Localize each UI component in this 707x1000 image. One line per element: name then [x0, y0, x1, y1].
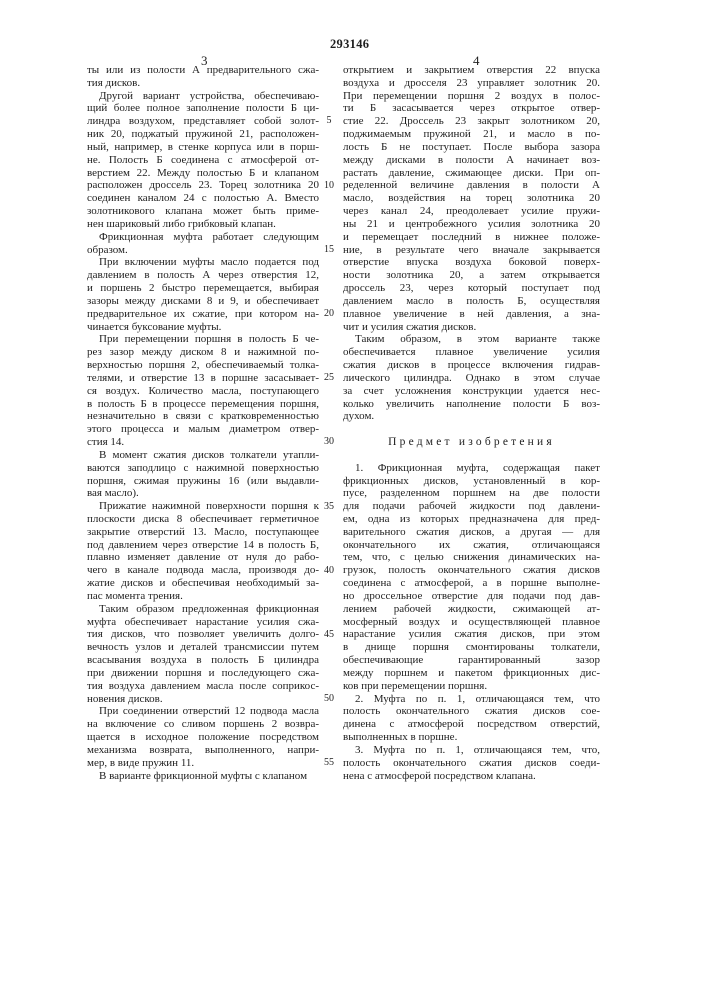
blank-line: [343, 423, 600, 436]
text-line: тия дисков.: [87, 77, 319, 90]
text-line: колько увеличить наполнение полости Б воз-: [343, 398, 600, 411]
line-number: 50: [318, 693, 340, 706]
text-line: Фрикционная муфта работает следующим: [87, 231, 319, 244]
line-number: 20: [318, 308, 340, 321]
claim-line: обеспечивающие гарантированный зазор: [343, 654, 600, 667]
text-line: ник 20, поджатый пружиной 21, расположен-: [87, 128, 319, 141]
text-line: линдра воздухом, представляет собой золот-: [87, 115, 319, 128]
text-line: лость Б не поступает. После выбора зазора: [343, 141, 600, 154]
text-line: муфта обеспечивает нарастание усилия сжа-: [87, 616, 319, 629]
claim-line: динена с атмосферой посредством отверстий,: [343, 718, 600, 731]
claim-line: выполненных в поршне.: [343, 731, 600, 744]
claim-line: полость окончательного сжатия дисков сое-: [343, 705, 600, 718]
text-line: через канал 24, преодолевает усилие пружи-: [343, 205, 600, 218]
text-line: на включение со сливом поршень 2 возвра-: [87, 718, 319, 731]
claim-line: но дроссельное отверстие для подачи под дав-: [343, 590, 600, 603]
text-line: вая масло).: [87, 487, 319, 500]
page-number-right: 4: [473, 53, 480, 69]
claim-line: ков при перемещении поршня.: [343, 680, 600, 693]
claim-line: 2. Муфта по п. 1, отличающаяся тем, что: [343, 693, 600, 706]
text-line: и поршень 2 быстро перемещается, выбирая: [87, 282, 319, 295]
claim-line: соединена с атмосферой, а в поршне выполне-: [343, 577, 600, 590]
text-line: ный, например, в стенке корпуса или в порш-: [87, 141, 319, 154]
text-line: золотникового клапана может быть приме-: [87, 205, 319, 218]
text-line: поршня, сжимая пружины 16 (или выдавли-: [87, 475, 319, 488]
text-line: ние, в результате чего вначале закрывается: [343, 244, 600, 257]
text-line: чего в канале подвода масла, производя до-: [87, 564, 319, 577]
text-line: масло, воздействия на торец золотника 20: [343, 192, 600, 205]
claim-line: грузок, полость окончательного сжатия дисков: [343, 564, 600, 577]
line-number: 25: [318, 372, 340, 385]
text-line: При перемещении поршня в полость Б че-: [87, 333, 319, 346]
text-line: под давлением через отверстие 14 в полость Б,: [87, 539, 319, 552]
text-line: чит и усилия сжатия дисков.: [343, 321, 600, 334]
text-line: предварительное их сжатие, при котором на-: [87, 308, 319, 321]
claim-line: в днище поршня смонтированы толкатели,: [343, 641, 600, 654]
patent-number: 293146: [330, 37, 369, 52]
text-line: новения дисков.: [87, 693, 319, 706]
text-line: тия воздуха давлением масла после соприкос-: [87, 680, 319, 693]
text-line: плоскости диска 8 обеспечивает герметичное: [87, 513, 319, 526]
text-line: Таким образом, в этом варианте также: [343, 333, 600, 346]
text-line: в полость Б в процессе перемещения поршня,: [87, 398, 319, 411]
text-line: ределенной величине давления в полости А: [343, 179, 600, 192]
text-line: обеспечивается плавное увеличение усилия: [343, 346, 600, 359]
claim-line: 1. Фрикционная муфта, содержащая пакет: [343, 462, 600, 475]
text-line: жатие дисков и обеспечивая необходимый за-: [87, 577, 319, 590]
text-line: духом.: [343, 410, 600, 423]
line-number: 30: [318, 436, 340, 449]
text-line: не. Полость Б соединена с атмосферой от-: [87, 154, 319, 167]
text-line: всасывания воздуха в полость Б цилиндра: [87, 654, 319, 667]
text-line: В варианте фрикционной муфты с клапаном: [87, 770, 319, 783]
text-line: растать давление, сжимающее диски. При оп-: [343, 167, 600, 180]
line-number: 55: [318, 757, 340, 770]
text-line: верхностью поршня 2, обеспечиваемый толка-: [87, 359, 319, 372]
text-line: при движении поршня и последующего сжа-: [87, 667, 319, 680]
text-line: чинается буксование муфты.: [87, 321, 319, 334]
line-number: 5: [318, 115, 340, 128]
claims-heading: Предмет изобретения: [343, 436, 600, 449]
text-line: щий более полное заполнение полости Б ци-: [87, 102, 319, 115]
text-line: ваются заподлицо с нажимной поверхностью: [87, 462, 319, 475]
text-line: При перемещении поршня 2 воздух в полос-: [343, 90, 600, 103]
claim-line: тем, что, с целью снижения динамических на-: [343, 551, 600, 564]
claim-line: между поршнем и пакетом фрикционных дис-: [343, 667, 600, 680]
claim-line: полость окончательного сжатия дисков соеди-: [343, 757, 600, 770]
text-line: При включении муфты масло подается под: [87, 256, 319, 269]
claim-line: варительного сжатия дисков, а другая — для: [343, 526, 600, 539]
text-line: верстием 22. Между полостью Б и клапаном: [87, 167, 319, 180]
text-line: механизма возврата, выполненного, напри-: [87, 744, 319, 757]
text-line: стие 22. Дроссель 23 закрыт золотником 20,: [343, 115, 600, 128]
text-line: давлением в полость А через отверстия 12,: [87, 269, 319, 282]
text-line: ся воздух. Количество масла, поступающего: [87, 385, 319, 398]
line-number: 45: [318, 629, 340, 642]
claim-line: мосферный воздух и осуществляющей плавное: [343, 616, 600, 629]
text-line: плавное увеличение в ней давления, а зна-: [343, 308, 600, 321]
text-line: стия 14.: [87, 436, 319, 449]
text-line: При соединении отверстий 12 подвода масла: [87, 705, 319, 718]
text-line: ности золотника 20, а затем открывается: [343, 269, 600, 282]
text-line: телями, и отверстие 13 в поршне засасывает-: [87, 372, 319, 385]
text-line: зазоры между дисками 8 и 9, и обеспечивает: [87, 295, 319, 308]
text-line: рез зазор между диском 8 и нажимной по-: [87, 346, 319, 359]
text-line: поджимаемым пружиной 21, и масло в по-: [343, 128, 600, 141]
text-line: дроссель 23, через который поступает под: [343, 282, 600, 295]
claim-line: фрикционных дисков, установленный в кор-: [343, 475, 600, 488]
text-line: лического цилиндра. Однако в этом случае: [343, 372, 600, 385]
claim-line: окончательного их сжатия, отличающаяся: [343, 539, 600, 552]
text-line: вечность узлов и деталей трансмиссии путем: [87, 641, 319, 654]
text-line: тия дисков, что позволяет увеличить долго-: [87, 628, 319, 641]
claim-line: нарастание усилия сжатия дисков, при этом: [343, 628, 600, 641]
claim-line: для подачи рабочей жидкости под давлени-: [343, 500, 600, 513]
text-line: ны 21 и центробежного усилия золотника 20: [343, 218, 600, 231]
text-line: ти Б засасывается через открытое отвер-: [343, 102, 600, 115]
text-line: щается в исходное положение посредством: [87, 731, 319, 744]
blank-line: [343, 449, 600, 462]
claim-line: 3. Муфта по п. 1, отличающаяся тем, что,: [343, 744, 600, 757]
text-line: отверстие впуска воздуха боковой поверх-: [343, 256, 600, 269]
text-line: незначительно в связи с кратковременностью: [87, 410, 319, 423]
text-line: Прижатие нажимной поверхности поршня к: [87, 500, 319, 513]
line-number: 40: [318, 565, 340, 578]
text-line: между дисками в полости А начинает воз-: [343, 154, 600, 167]
claim-line: пусе, разделенном поршнем на две полости: [343, 487, 600, 500]
text-line: плавно изменяет давление от нуля до рабо-: [87, 551, 319, 564]
text-line: за счет усложнения конструкции удается нес-: [343, 385, 600, 398]
text-line: Таким образом предложенная фрикционная: [87, 603, 319, 616]
text-line: давлением масло в полость Б, осуществляя: [343, 295, 600, 308]
text-line: мер, в виде пружин 11.: [87, 757, 319, 770]
text-line: сжатия дисков в процессе включения гидрав-: [343, 359, 600, 372]
text-line: пас момента трения.: [87, 590, 319, 603]
text-line: этого процесса и малым диаметром отвер-: [87, 423, 319, 436]
text-line: открытием и закрытием отверстия 22 впуска: [343, 64, 600, 77]
text-line: нен шариковый либо грибковый клапан.: [87, 218, 319, 231]
claim-line: ем, одна из которых предназначена для пред-: [343, 513, 600, 526]
text-line: В момент сжатия дисков толкатели утапли-: [87, 449, 319, 462]
right-column-text: [343, 64, 600, 782]
text-line: расположен дроссель 23. Торец золотника 20: [87, 179, 319, 192]
text-line: и перемещает последний в нижнее положе-: [343, 231, 600, 244]
line-number: 15: [318, 244, 340, 257]
text-line: закрытие отверстий 13. Масло, поступающее: [87, 526, 319, 539]
claim-line: лением рабочей жидкости, сжимающей ат-: [343, 603, 600, 616]
text-line: воздуха и дросселя 23 управляет золотник 20.: [343, 77, 600, 90]
text-line: соединен каналом 24 с полостью А. Вместо: [87, 192, 319, 205]
page-number-left: 3: [201, 53, 208, 69]
claim-line: нена с атмосферой посредством клапана.: [343, 770, 600, 783]
line-number: 10: [318, 180, 340, 193]
line-number: 35: [318, 501, 340, 514]
text-line: образом.: [87, 244, 319, 257]
text-line: Другой вариант устройства, обеспечиваю-: [87, 90, 319, 103]
left-column-text: [87, 64, 319, 782]
text-line: ты или из полости А предварительного сжа-: [87, 64, 319, 77]
